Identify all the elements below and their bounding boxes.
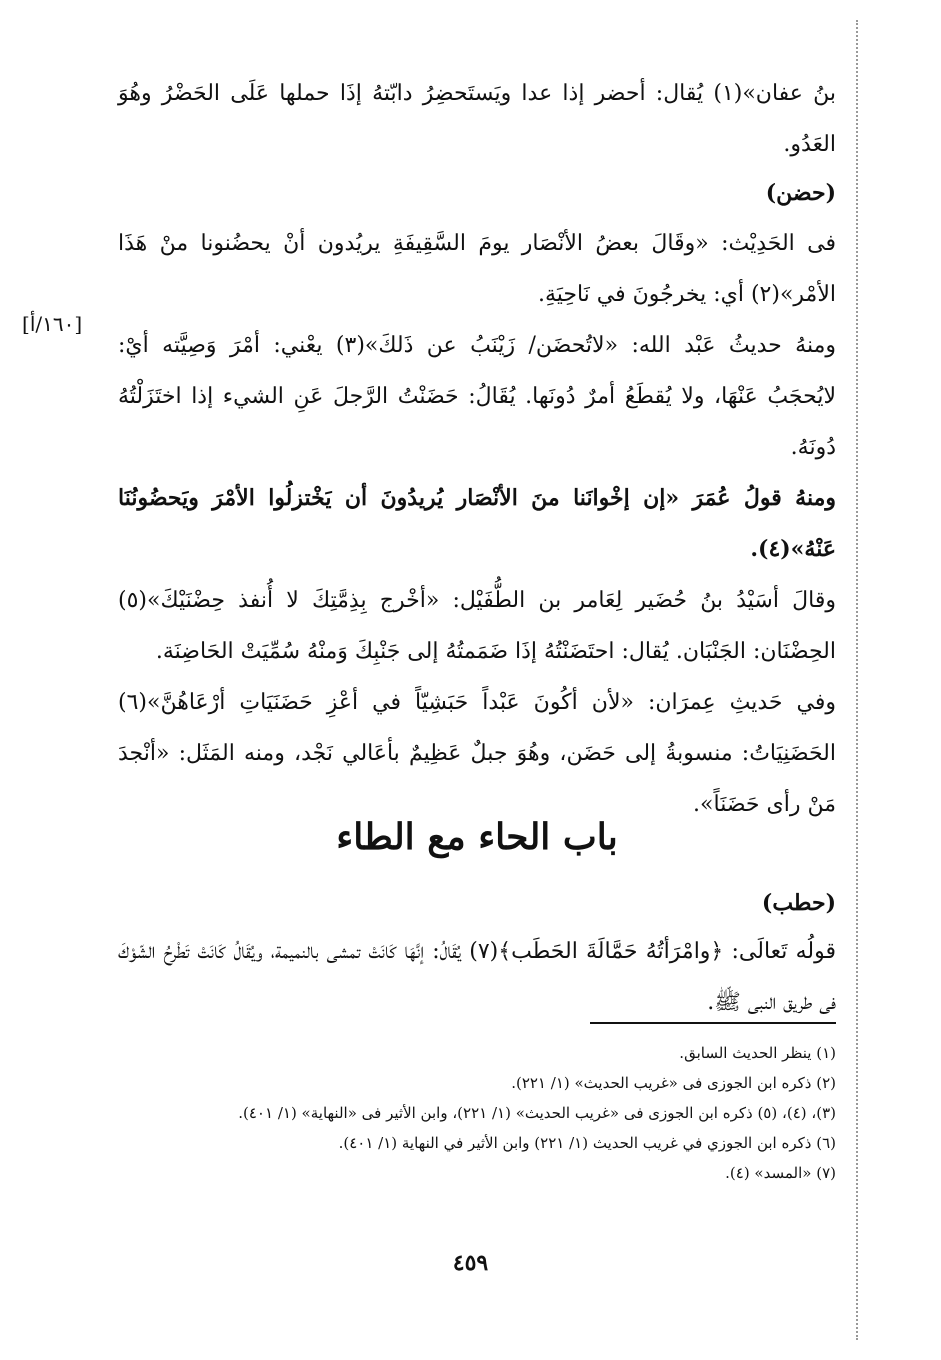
- paragraph-4: ومنهُ قولُ عُمَرَ «إن إخْوانَنا منَ الأنْصَار يُريدُونَ أن يَخْتزلُوا الأمْرَ ويَحضُونُنَا عَنْهُ»(٤).: [118, 485, 836, 562]
- footnote: (٣)، (٤)، (٥) ذكره ابن الجوزى فى «غريب الحديث» (١/ ٢٢١)، وابن الأثير فى «النهاية» (١/ ٤٠١).: [238, 1104, 836, 1122]
- main-text-bottom: [118, 926, 836, 1028]
- footnote: (٧) «المسد» (٤).: [725, 1164, 836, 1182]
- entry-heading-hatab: (حطب): [761, 890, 836, 916]
- main-text-middle: [118, 218, 836, 830]
- paragraph-6: وفي حَديثِ عِمرَان: «لأن أكُونَ عَبْداً حَبَشِيّاً في أعْزِ حَضَنَيَاتِ أرْعَاهُنَّ»(٦) الحَضَنِيَاتُ: منسوبةُ إلى حَضَن، وهُوَ جبلٌ عَظِيمٌ بأعَالي نَجْد، ومنه المَثَل: «أنْجدَ مَنْ رأى حَضَنَاً».: [118, 690, 836, 817]
- footnote: (٢) ذكره ابن الجوزى فى «غريب الحديث» (١/ ٢٢١).: [511, 1074, 836, 1092]
- manuscript-folio-marker: [١٦٠/أ]: [22, 312, 83, 336]
- paragraph-2: فى الحَدِيْث: «وقَالَ بعضُ الأنْصَار يومَ السَّقِيفَةِ يريُدون أنْ يحضُنونا منْ هَذَا الأمْر»(٢) أي: يخرجُونَ في نَاحِيَةِ.: [118, 231, 836, 307]
- margin-dotted-line: [856, 20, 858, 1340]
- entry-heading-hadn: (حضن): [765, 180, 836, 206]
- footnote: (٦) ذكره ابن الجوزي في غريب الحديث (١/ ٢٢١) وابن الأثير في النهاية (١/ ٤٠١).: [338, 1134, 836, 1152]
- paragraph-5: وقالَ أسَيْدُ بنُ حُضَير لِعَامر بن الطُّفَيْل: «أخْرج بِذِمَّتِكَ لا أُنفذ حِضْنَيْكَ»(٥) الحِضْنَان: الجَنْبَان. يُقال: احتَضَنْتُهُ إذَا ضَمَمتُهُ إلى جَنْبِكَ وَمنْهُ سُمِّيَتْ الحَاضِنَة.: [118, 588, 836, 664]
- page-number: ٤٥٩: [452, 1250, 489, 1276]
- paragraph-3: ومنهُ حديثُ عَبْد الله: «لاتُحضَن/ زَيْنَبُ عن ذَلكَ»(٣) يعْني: أمْرَ وَصِيَّته أيْ: لايُحجَبُ عَنْهَا، ولا يُقطَعُ أمرٌ دُونَها. يُقَالُ: حَضَنْتُ الرَّجلَ عَنِ الشيء إذا اختَزَلْتُهُ دُونَهُ.: [118, 333, 836, 460]
- footnotes: [118, 1038, 836, 1188]
- footnote: (١) ينظر الحديث السابق.: [679, 1044, 836, 1062]
- footnote-separator: [590, 1022, 836, 1024]
- paragraph-7: قولُه تَعالَى: ﴿وامْرَأتُهُ حَمَّالَةَ الحَطَب﴾(٧) يُقَالُ: إنَّهَا كَانَتْ تمشى بالنميمة، ويُقَالُ كَانَتْ تَطْرحُ الشّوْكَ فى طريق النبى ﷺ.: [118, 939, 837, 1015]
- paragraph-1: بنُ عفان»(١) يُقال: أحضر إذا عدا ويَستَحضِرُ دابّتهُ إذَا حملها عَلَى الحَضْرُ وهُوَ العَدُو.: [118, 81, 837, 157]
- chapter-title: باب الحاء مع الطاء: [336, 816, 618, 858]
- main-text-top: [118, 68, 836, 170]
